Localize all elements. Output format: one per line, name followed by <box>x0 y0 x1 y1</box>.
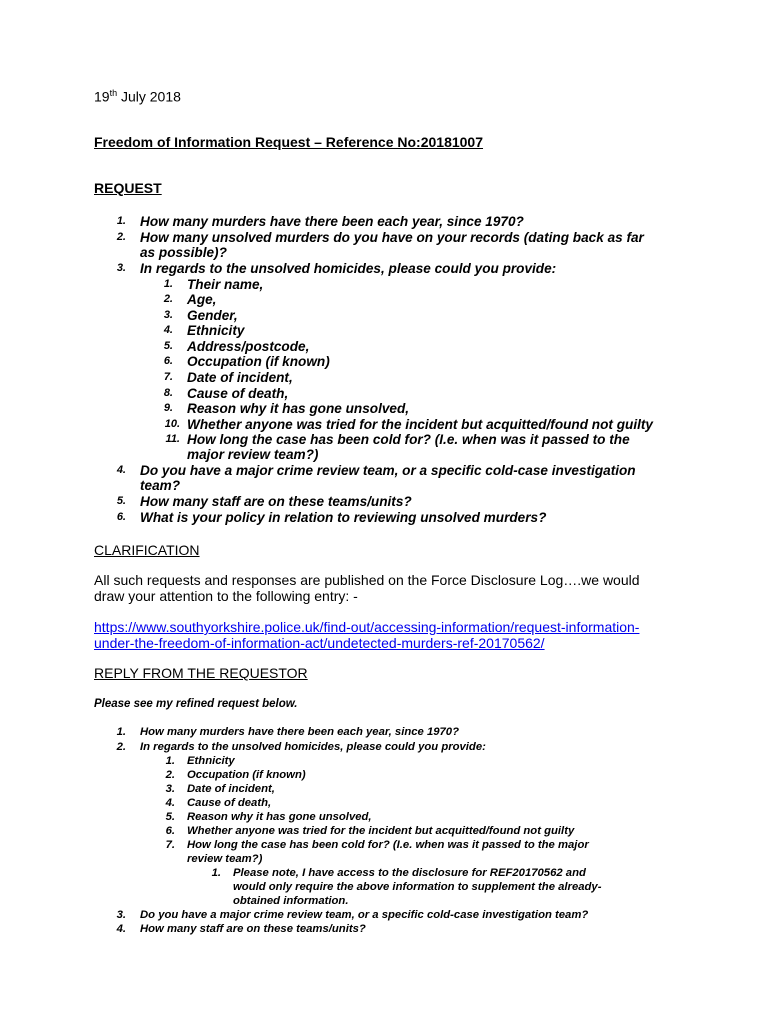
document-title: Freedom of Information Request – Reference No:20181007 <box>94 134 484 150</box>
sublist-number: 3. <box>165 783 175 795</box>
sublist-item-continuation: major review team?) <box>187 447 319 462</box>
sublist-number: 3. <box>163 309 173 321</box>
list-item: Do you have a major crime review team, or a specific cold-case investigation team? <box>140 909 589 921</box>
list-item: What is your policy in relation to reviewing unsolved murders? <box>140 510 547 525</box>
note-line: obtained information. <box>233 895 349 907</box>
sublist-number: 2. <box>163 293 173 305</box>
sublist-number: 1. <box>165 755 175 767</box>
list-item: How many staff are on these teams/units? <box>140 494 412 509</box>
sublist-item: Cause of death, <box>187 797 272 809</box>
sublist-number: 7. <box>165 839 175 851</box>
sublist-number: 6. <box>163 355 173 367</box>
clarification-heading: CLARIFICATION <box>94 542 200 558</box>
sublist-item: Date of incident, <box>187 783 275 795</box>
link-line[interactable]: under-the-freedom-of-information-act/undetected-murders-ref-20170562/ <box>94 635 545 651</box>
sublist-number: 9. <box>163 402 173 414</box>
letter-date: 19th July 2018 <box>94 88 181 105</box>
list-number: 6. <box>116 511 126 523</box>
list-item: How many murders have there been each year, since 1970? <box>140 726 459 738</box>
sublist-item: Occupation (if known) <box>187 354 330 369</box>
list-item: How many unsolved murders do you have on your records (dating back as far <box>140 230 644 245</box>
sublist-number: 4. <box>163 324 173 336</box>
list-number: 2. <box>116 231 126 243</box>
link-line[interactable]: https://www.southyorkshire.police.uk/find-out/accessing-information/request-information- <box>94 619 640 635</box>
list-item: How many murders have there been each year, since 1970? <box>140 214 524 229</box>
sublist-item: Occupation (if known) <box>187 769 306 781</box>
sublist-item: Cause of death, <box>187 386 289 401</box>
sublist-number: 6. <box>165 825 175 837</box>
list-number: 4. <box>116 923 126 935</box>
sublist-item: Ethnicity <box>187 755 235 767</box>
sublist-item: Whether anyone was tried for the incident but acquitted/found not guilty <box>187 417 653 432</box>
note-line: Please note, I have access to the disclosure for REF20170562 and <box>233 867 586 879</box>
sublist-number: 2. <box>165 769 175 781</box>
sublist-item: Age, <box>187 292 217 307</box>
sublist-item: Reason why it has gone unsolved, <box>187 401 410 416</box>
clarification-paragraph <box>94 572 674 604</box>
sublist-item: Reason why it has gone unsolved, <box>187 811 372 823</box>
sublist-item-continuation: review team?) <box>187 853 263 865</box>
sublist-item: Gender, <box>187 308 238 323</box>
sublist-number: 8. <box>163 387 173 399</box>
sublist-number: 5. <box>163 340 173 352</box>
list-item: Do you have a major crime review team, or a specific cold-case investigation <box>140 463 636 478</box>
note-number: 1. <box>211 867 221 879</box>
sublist-number: 10. <box>164 418 180 430</box>
request-heading: REQUEST <box>94 180 162 196</box>
paragraph-line: draw your attention to the following entry: - <box>94 588 358 604</box>
reply-intro: Please see my refined request below. <box>94 698 298 710</box>
sublist-item: Whether anyone was tried for the incident but acquitted/found not guilty <box>187 825 575 837</box>
sublist-item: Ethnicity <box>187 323 245 338</box>
sublist-number: 7. <box>163 371 173 383</box>
paragraph-line: All such requests and responses are published on the Force Disclosure Log….we would <box>94 572 640 588</box>
sublist-number: 1. <box>163 278 173 290</box>
list-item: How many staff are on these teams/units? <box>140 923 366 935</box>
reply-heading: REPLY FROM THE REQUESTOR <box>94 665 308 681</box>
sublist-item: Their name, <box>187 277 264 292</box>
sublist-item: How long the case has been cold for? (I.e. when was it passed to the major <box>187 839 589 851</box>
sublist-item: Address/postcode, <box>187 339 310 354</box>
list-number: 5. <box>116 495 126 507</box>
list-item: In regards to the unsolved homicides, please could you provide: <box>140 741 486 753</box>
list-item-continuation: as possible)? <box>140 245 227 260</box>
sublist-number: 4. <box>165 797 175 809</box>
sublist-item: Date of incident, <box>187 370 293 385</box>
list-number: 2. <box>116 741 126 753</box>
disclosure-log-link[interactable] <box>94 619 694 651</box>
list-number: 3. <box>116 262 126 274</box>
list-number: 3. <box>116 909 126 921</box>
list-number: 1. <box>116 215 126 227</box>
note-line: would only require the above information to supplement the already- <box>233 881 602 893</box>
sublist-item: How long the case has been cold for? (I.e. when was it passed to the <box>187 432 630 447</box>
sublist-number: 5. <box>165 811 175 823</box>
list-item-continuation: team? <box>140 478 181 493</box>
list-number: 4. <box>116 464 126 476</box>
sublist-number: 11. <box>165 433 180 445</box>
list-item: In regards to the unsolved homicides, please could you provide: <box>140 261 557 276</box>
list-number: 1. <box>116 726 126 738</box>
